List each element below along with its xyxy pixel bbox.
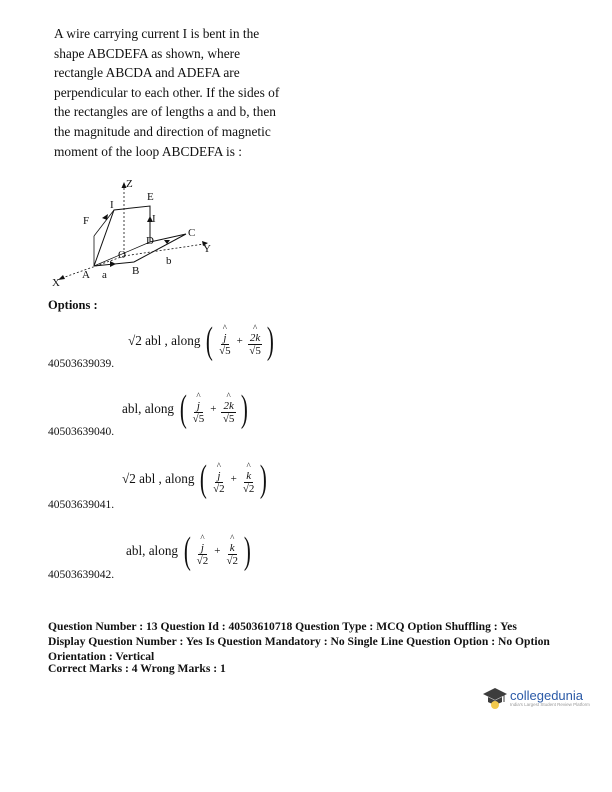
label-o: O [118,249,126,261]
metadata-line: Orientation : Vertical [48,650,155,663]
question-metadata [48,619,578,664]
options-label: Options : [48,298,98,312]
question-line: rectangle ABCDA and ADEFA are [54,65,240,81]
label-z: Z [126,178,133,190]
label-y: Y [203,243,211,255]
metadata-line: Question Number : 13 Question Id : 40503610718 Question Type : MCQ Option Shuffling : Yes [48,620,517,633]
metadata-line: Display Question Number : Yes Is Question Mandatory : No Single Line Question Option : No Option [48,635,550,648]
label-a-side: a [102,269,107,281]
question-text [54,24,294,161]
option-3-vector: ( ^ j √2 + ^ k √2 ) [200,458,268,500]
option-1[interactable] [128,322,277,360]
label-x: X [52,277,60,289]
question-line: A wire carrying current I is bent in the [54,26,260,41]
label-e: E [147,191,154,203]
question-line: the magnitude and direction of magnetic [54,123,271,139]
option-2[interactable] [122,390,250,428]
option-4-id: 40503639042. [48,569,115,581]
question-line: moment of the loop ABCDEFA is : [54,143,242,159]
option-3-text: √2 abl , along [122,471,195,486]
loop-diagram-svg [46,178,236,298]
label-b-side: b [166,255,172,267]
question-line: shape ABCDEFA as shown, where [54,45,241,61]
option-3[interactable] [122,460,270,498]
question-line: the rectangles are of lengths a and b, then [54,104,276,120]
option-4[interactable] [126,532,254,570]
label-d: D [146,235,154,247]
option-4-vector: ( ^ j √2 + ^ k √2 ) [183,530,251,572]
option-2-text: abl, along [122,401,175,416]
collegedunia-logo [482,682,592,714]
option-2-id: 40503639040. [48,426,115,438]
logo-tagline: India's Largest Student Review Platform [510,702,590,707]
label-i-mid: I [152,213,156,225]
label-f: F [83,215,90,227]
option-3-id: 40503639041. [48,499,115,511]
label-b-point: B [132,265,140,277]
question-line: perpendicular to each other. If the sides of [54,84,280,100]
option-4-text: abl, along [126,543,179,558]
option-2-vector: ( ^ j √5 + ^ 2k √5 ) [179,388,248,430]
logo-name: collegedunia [510,688,584,703]
option-1-vector: ( ^ j √5 + ^ 2k √5 ) [206,320,275,362]
option-1-id: 40503639039. [48,358,115,370]
label-c: C [188,227,196,239]
label-i-top: I [110,199,114,211]
marks-info: Correct Marks : 4 Wrong Marks : 1 [48,662,226,675]
loop-diagram [46,178,236,298]
option-1-text: √2 abl , along [128,333,201,348]
label-a-point: A [82,269,90,281]
graduate-cap-icon [482,685,508,711]
